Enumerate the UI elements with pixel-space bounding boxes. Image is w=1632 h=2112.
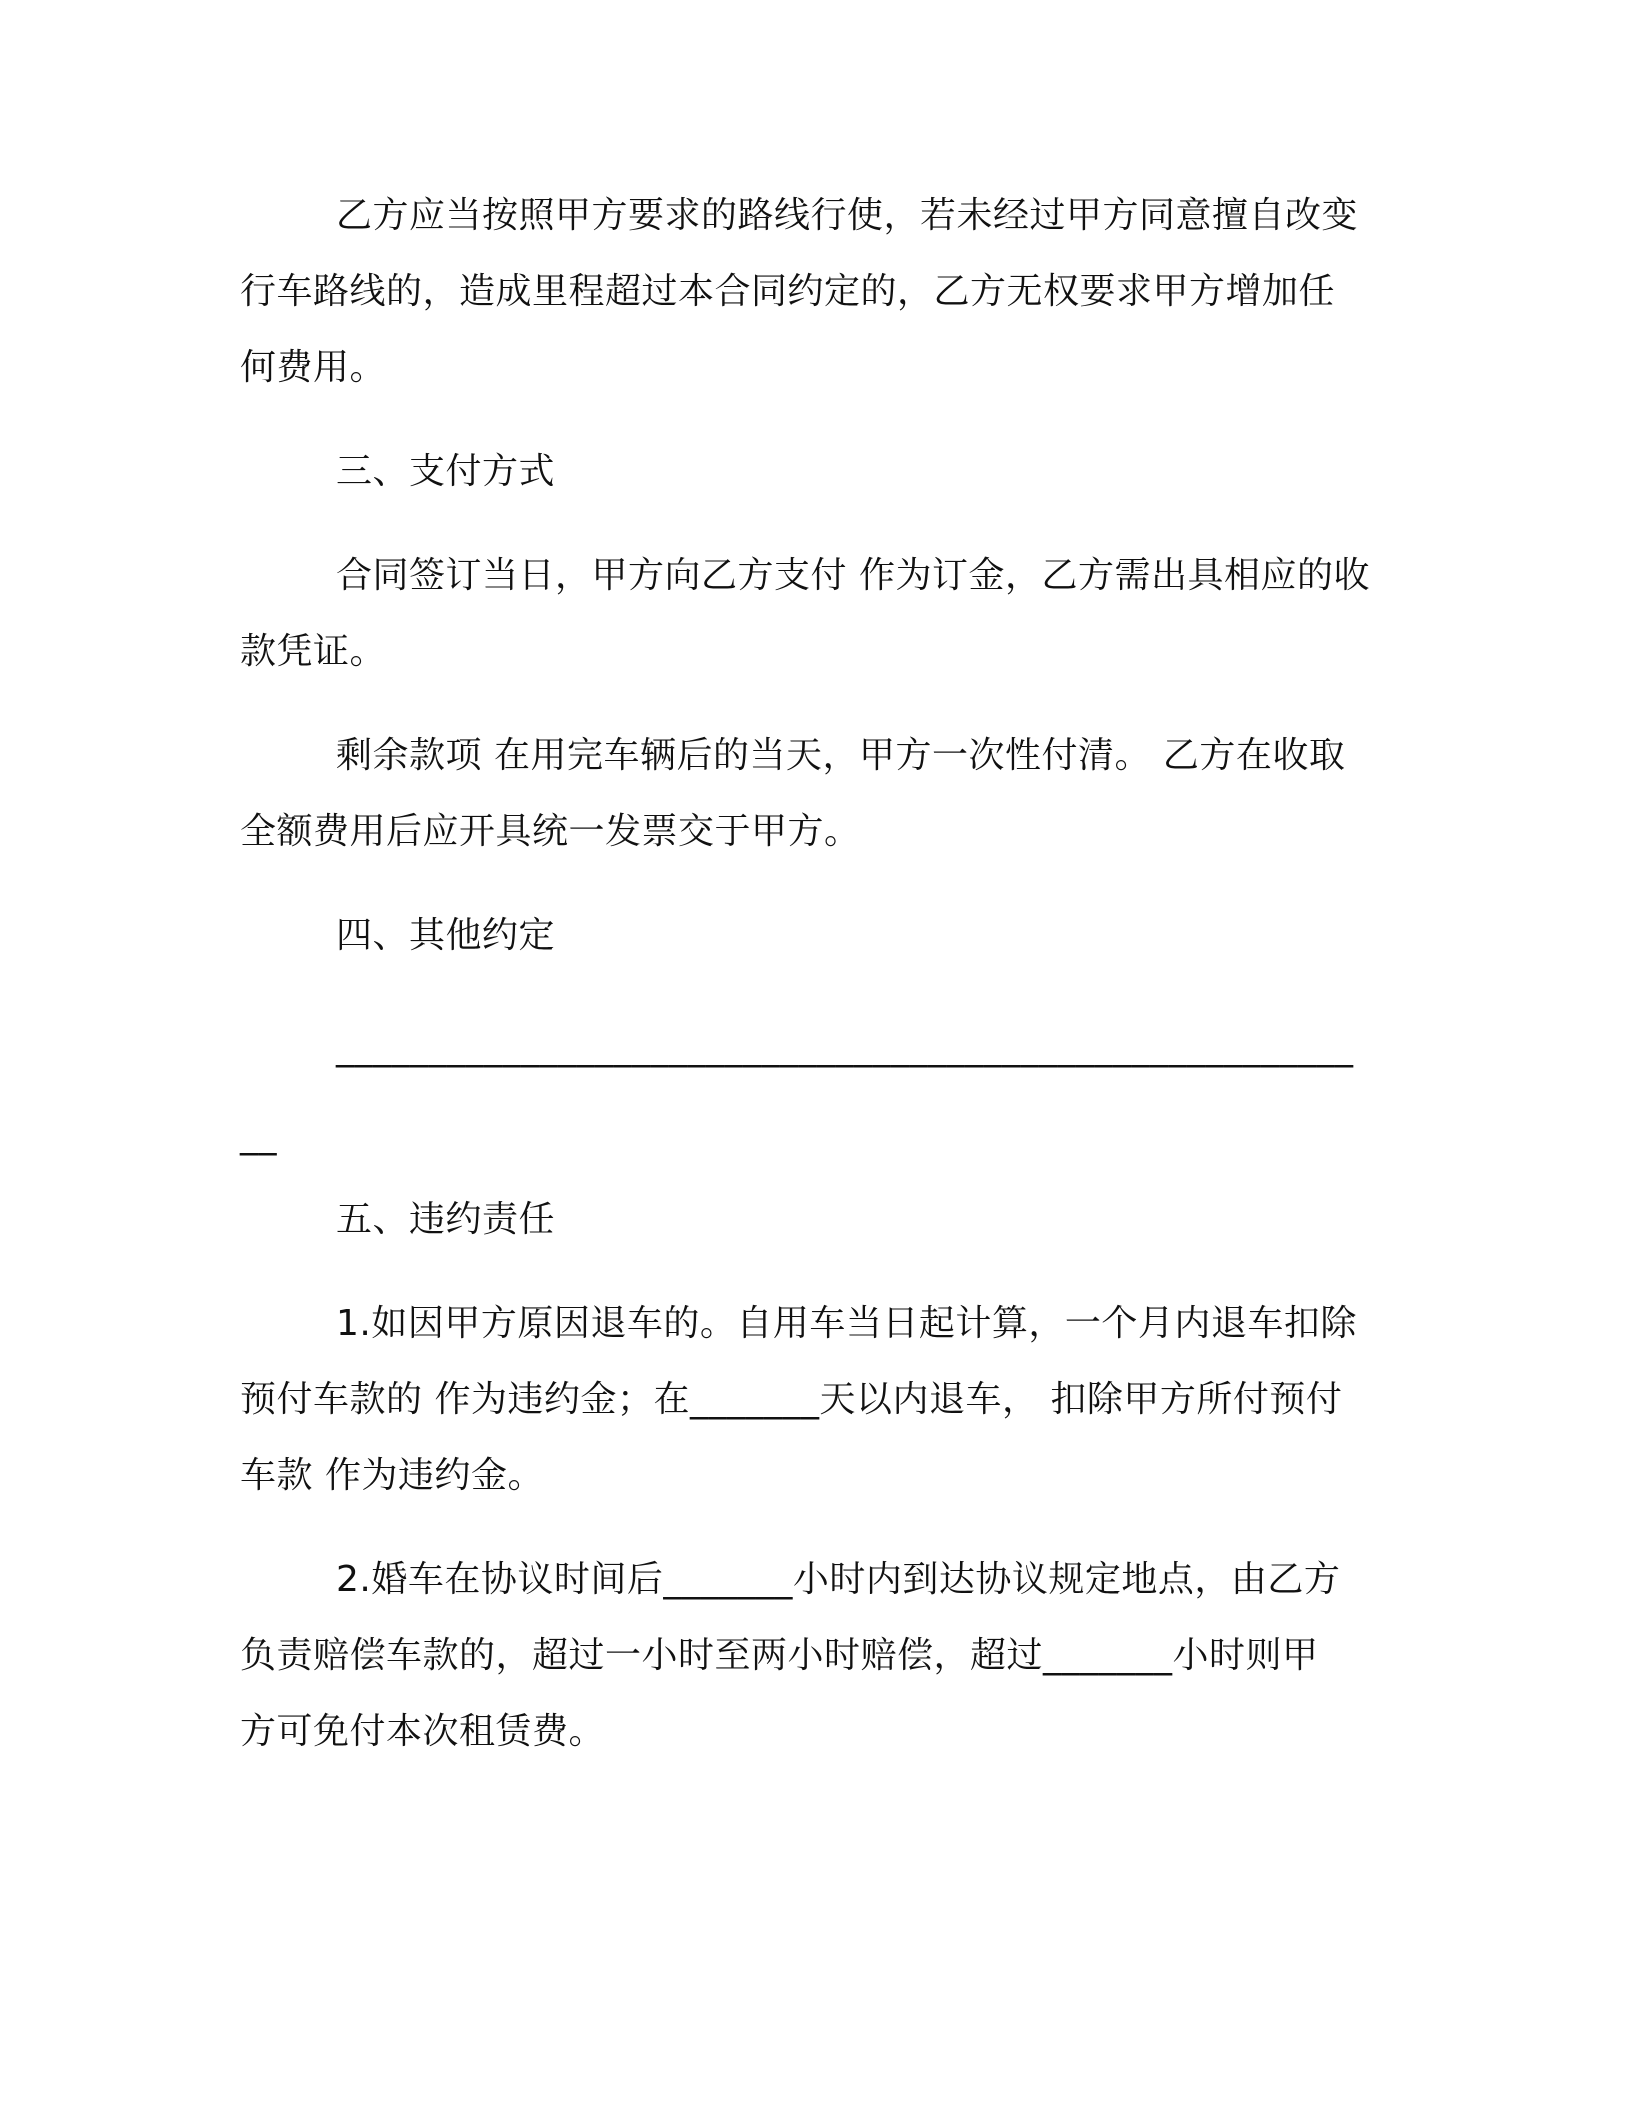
clause-2-line-2: 负责赔偿车款的，超过一小时至两小时赔偿，超过_______小时则甲 bbox=[240, 1635, 1319, 1676]
paragraph-route-line-3: 何费用。 bbox=[240, 347, 387, 388]
clause-2-line-1: 2.婚车在协议时间后_______小时内到达协议规定地点，由乙方 bbox=[336, 1559, 1341, 1600]
clause-1-line-2: 预付车款的 作为违约金；在_______天以内退车， 扣除甲方所付预付 bbox=[240, 1379, 1343, 1420]
blank-fill-line-2: __ bbox=[240, 1115, 277, 1156]
paragraph-deposit-line-1: 合同签订当日，甲方向乙方支付 作为订金，乙方需出具相应的收 bbox=[336, 555, 1370, 596]
clause-2-line-3: 方可免付本次租赁费。 bbox=[240, 1711, 606, 1752]
section-heading-liability: 五、违约责任 bbox=[336, 1199, 556, 1240]
paragraph-balance-line-1: 剩余款项 在用完车辆后的当天，甲方一次性付清。 乙方在收取 bbox=[336, 735, 1346, 776]
section-heading-payment: 三、支付方式 bbox=[336, 451, 556, 492]
paragraph-route-line-2: 行车路线的，造成里程超过本合同约定的，乙方无权要求甲方增加任 bbox=[240, 271, 1336, 312]
clause-1-line-3: 车款 作为违约金。 bbox=[240, 1455, 544, 1496]
blank-fill-line-1: _______________________________________________________ bbox=[336, 1027, 1354, 1068]
paragraph-route-line-1: 乙方应当按照甲方要求的路线行使，若未经过甲方同意擅自改变 bbox=[336, 195, 1359, 236]
paragraph-balance-line-2: 全额费用后应开具统一发票交于甲方。 bbox=[240, 811, 861, 852]
section-heading-other: 四、其他约定 bbox=[336, 915, 556, 956]
clause-1-line-1: 1.如因甲方原因退车的。自用车当日起计算，一个月内退车扣除 bbox=[336, 1303, 1357, 1344]
paragraph-deposit-line-2: 款凭证。 bbox=[240, 631, 387, 672]
